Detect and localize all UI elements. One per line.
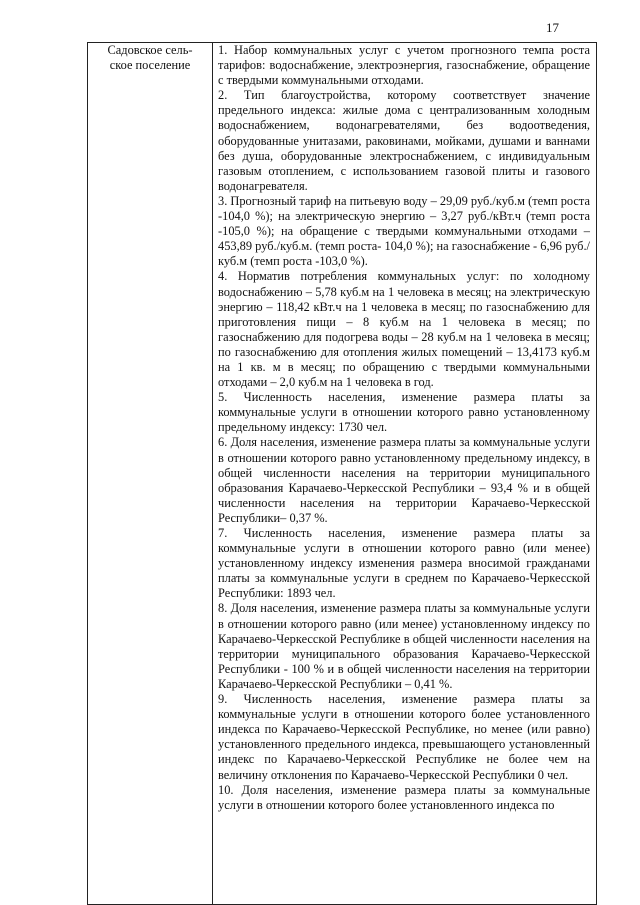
settlement-name: Садовское сель- ское поселение <box>107 43 193 73</box>
list-item: 1. Набор коммунальных услуг с учетом прогнозного темпа роста тарифов: водоснабжение, электроэнергия, газоснабжение, обращение с твердыми коммунальными отходами. <box>218 43 590 88</box>
list-item: 2. Тип благоустройства, которому соответствует значение предельного индекса: жилые дома с централизованным холодным водоснабжением, водонагревателями, без водоотведения, оборудованные унитазами, раковинами, мойками, душами и ваннами без душа, оборудованные электроснабжением, с индивидуальным газовым отоплением, с использованием газовой плиты и газового водонагревателя. <box>218 88 590 193</box>
page-number: 17 <box>546 20 559 35</box>
list-item: 6. Доля населения, изменение размера платы за коммунальные услуги в отношении которого равно установленному предельному индексу, в общей численности населения на территории муниципального образования Карачаево-Черкесской Республики – 93,4 % и в общей численности населения на территории Карачаево-Черкесской Республики– 0,37 %. <box>218 435 590 525</box>
list-item: 4. Норматив потребления коммунальных услуг: по холодному водоснабжению – 5,78 куб.м на 1 человека в месяц; на электрическую энергию – 118,42 кВт.ч на 1 человека в месяц; по газоснабжению для приготовления пищи – 8 куб.м на 1 человека в месяц; по газоснабжению для подогрева воды – 28 куб.м на 1 человека в месяц; по газоснабжению для отопления жилых помещений – 13,4173 куб.м на 1 кв. м в месяц; по обращению с твердыми коммунальными отходами – 2,0 куб.м на 1 человека в год. <box>218 269 590 390</box>
settlement-name-cell <box>88 43 213 905</box>
tariff-table <box>87 42 597 905</box>
list-item: 10. Доля населения, изменение размера платы за коммунальные услуги в отношении которого более установленного индекса по <box>218 782 590 812</box>
indicators-cell <box>213 43 597 905</box>
table-row <box>88 43 597 905</box>
list-item: 7. Численность населения, изменение размера платы за коммунальные услуги в отношении которого равно (или менее) установленному индексу изменения размера вносимой гражданами платы за коммунальные услуги в среднем по Карачаево-Черкесской Республики: 1893 чел. <box>218 526 590 601</box>
list-item: 5. Численность населения, изменение размера платы за коммунальные услуги в отношении которого равно установленному предельному индексу: 1730 чел. <box>218 390 590 435</box>
list-item: 9. Численность населения, изменение размера платы за коммунальные услуги в отношении которого более установленного индекса по Карачаево-Черкесской Республике, но менее (или равно) установленного предельного индекса, превышающего установленный индекс по Карачаево-Черкесской Республике не более чем на величину отклонения по Карачаево-Черкесской Республики 0 чел. <box>218 692 590 782</box>
list-item: 3. Прогнозный тариф на питьевую воду – 29,09 руб./куб.м (темп роста -104,0 %); на электрическую энергию – 3,27 руб./кВт.ч (темп роста -105,0 %); на обращение с твердыми коммунальными отходами – 453,89 руб./куб.м. (темп роста- 104,0 %); на газоснабжение - 6,96 руб./куб.м (темп роста -103,0 %). <box>218 193 590 269</box>
list-item: 8. Доля населения, изменение размера платы за коммунальные услуги в отношении которого равно (или менее) установленному индексу по Карачаево-Черкесской Республике в общей численности населения на территории муниципального образования Карачаево-Черкесской Республики - 100 % и в общей численности населения на территории Карачаево-Черкесской Республики – 0,41 %. <box>218 601 590 691</box>
